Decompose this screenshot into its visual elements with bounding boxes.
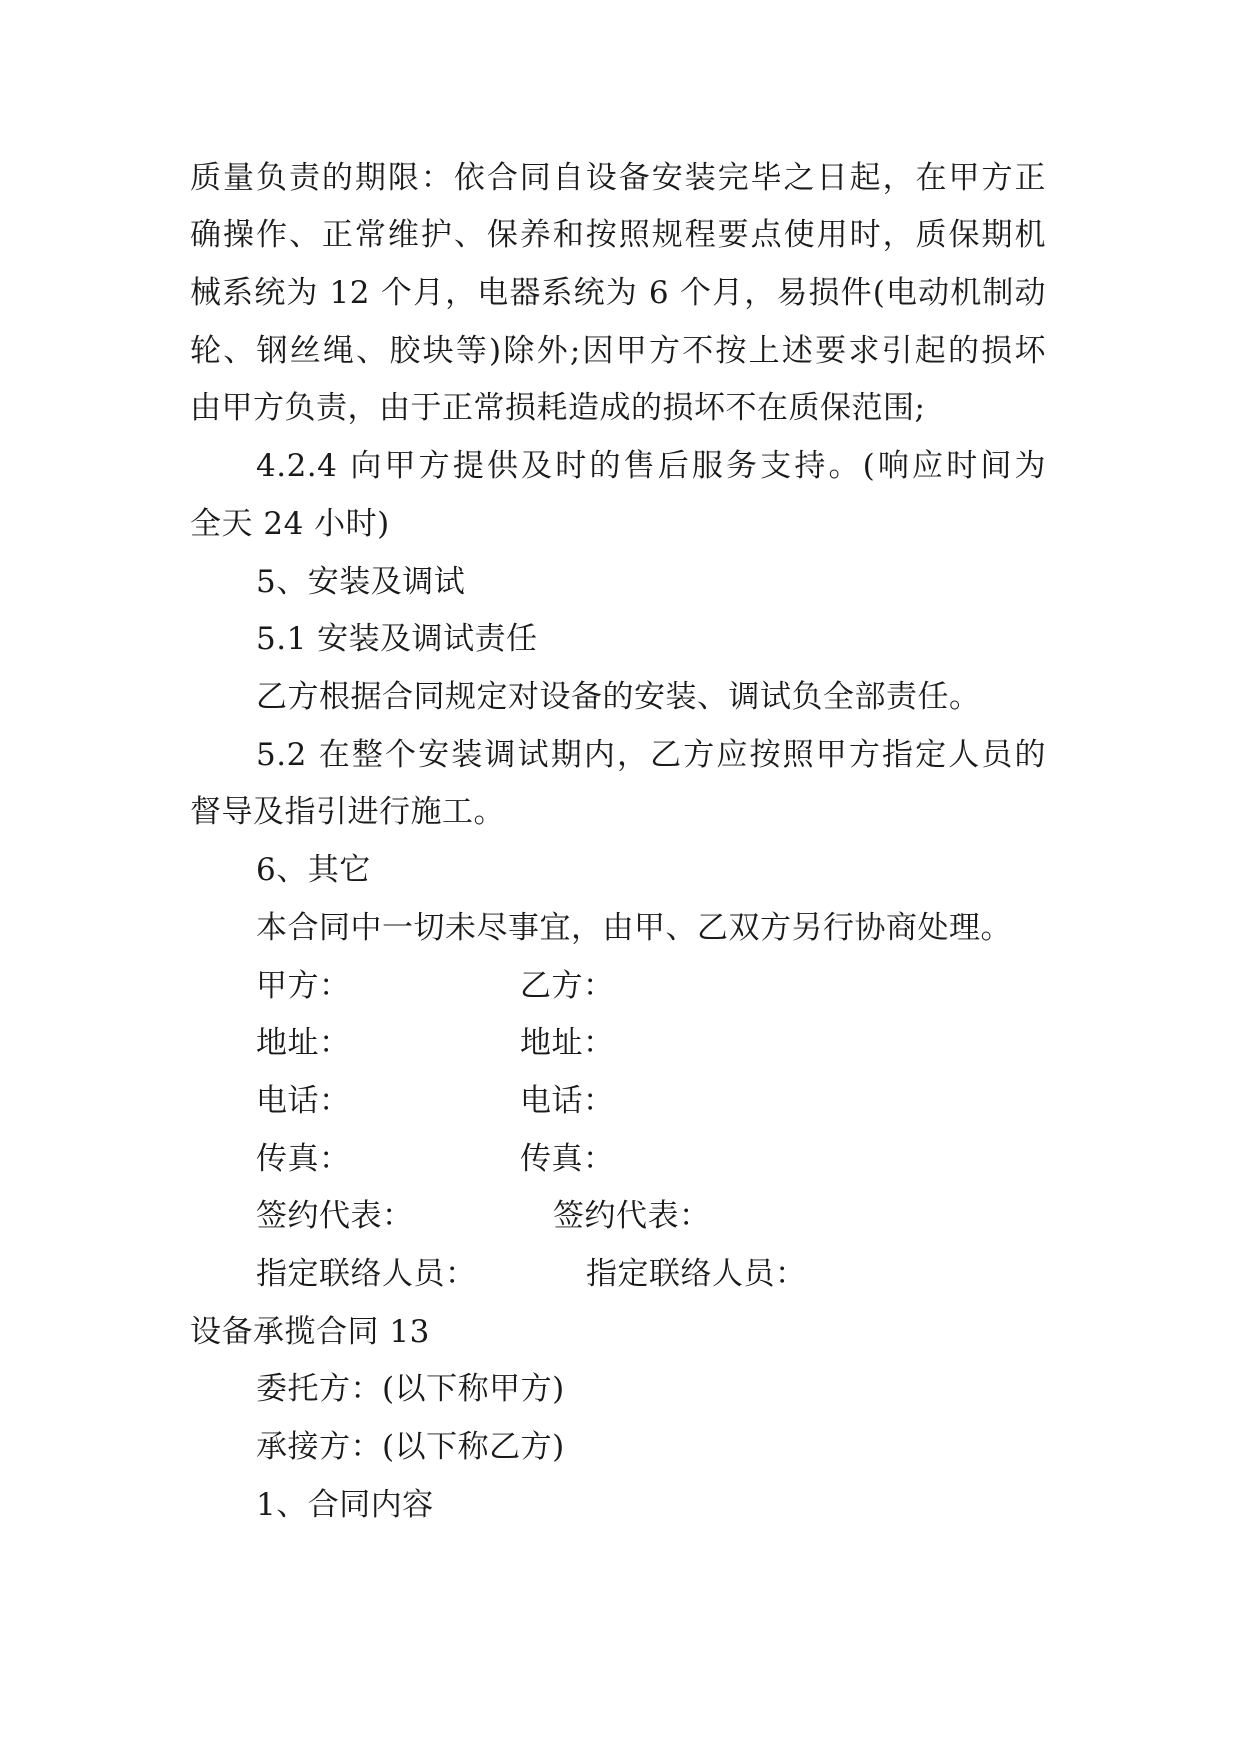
party-a-label: 甲方： xyxy=(256,968,351,1004)
contractor-line: 承接方：(以下称乙方) xyxy=(256,1429,565,1465)
party-b-label: 乙方： xyxy=(520,968,615,1004)
clause-4-2-4-line-1: 4.2.4 向甲方提供及时的售后服务支持。(响应时间为 xyxy=(256,448,1046,484)
representative-a-label: 签约代表： xyxy=(256,1198,414,1234)
address-b-label: 地址： xyxy=(520,1025,615,1061)
section-5-1-text: 乙方根据合同规定对设备的安装、调试负全部责任。 xyxy=(256,679,981,715)
phone-a-label: 电话： xyxy=(256,1083,351,1119)
section-5-title: 5、安装及调试 xyxy=(256,564,466,600)
fax-b-label: 传真： xyxy=(520,1141,615,1177)
contact-a-label: 指定联络人员： xyxy=(256,1256,477,1292)
para1-line-2: 确操作、正常维护、保养和按照规程要点使用时，质保期机 xyxy=(190,217,1046,253)
section-5-1-title: 5.1 安装及调试责任 xyxy=(256,621,538,657)
para1-line-5: 由甲方负责，由于正常损耗造成的损坏不在质保范围; xyxy=(190,390,926,426)
section-5-2-line-2: 督导及指引进行施工。 xyxy=(190,794,505,830)
contract-13-title: 设备承揽合同 13 xyxy=(190,1314,430,1350)
section-6-text: 本合同中一切未尽事宜，由甲、乙双方另行协商处理。 xyxy=(256,910,1012,946)
fax-a-label: 传真： xyxy=(256,1141,351,1177)
contact-b-label: 指定联络人员： xyxy=(586,1256,807,1292)
representative-b-label: 签约代表： xyxy=(553,1198,711,1234)
para1-line-3: 械系统为 12 个月，电器系统为 6 个月，易损件(电动机制动 xyxy=(190,275,1046,311)
section-1-title: 1、合同内容 xyxy=(256,1487,434,1523)
para1-line-1: 质量负责的期限：依合同自设备安装完毕之日起，在甲方正 xyxy=(190,160,1046,196)
address-a-label: 地址： xyxy=(256,1025,351,1061)
section-6-title: 6、其它 xyxy=(256,852,371,888)
clause-4-2-4-line-2: 全天 24 小时) xyxy=(190,506,390,542)
client-line: 委托方：(以下称甲方) xyxy=(256,1371,565,1407)
section-5-2-line-1: 5.2 在整个安装调试期内，乙方应按照甲方指定人员的 xyxy=(256,737,1046,773)
para1-line-4: 轮、钢丝绳、胶块等)除外;因甲方不按上述要求引起的损坏 xyxy=(190,333,1046,369)
phone-b-label: 电话： xyxy=(520,1083,615,1119)
